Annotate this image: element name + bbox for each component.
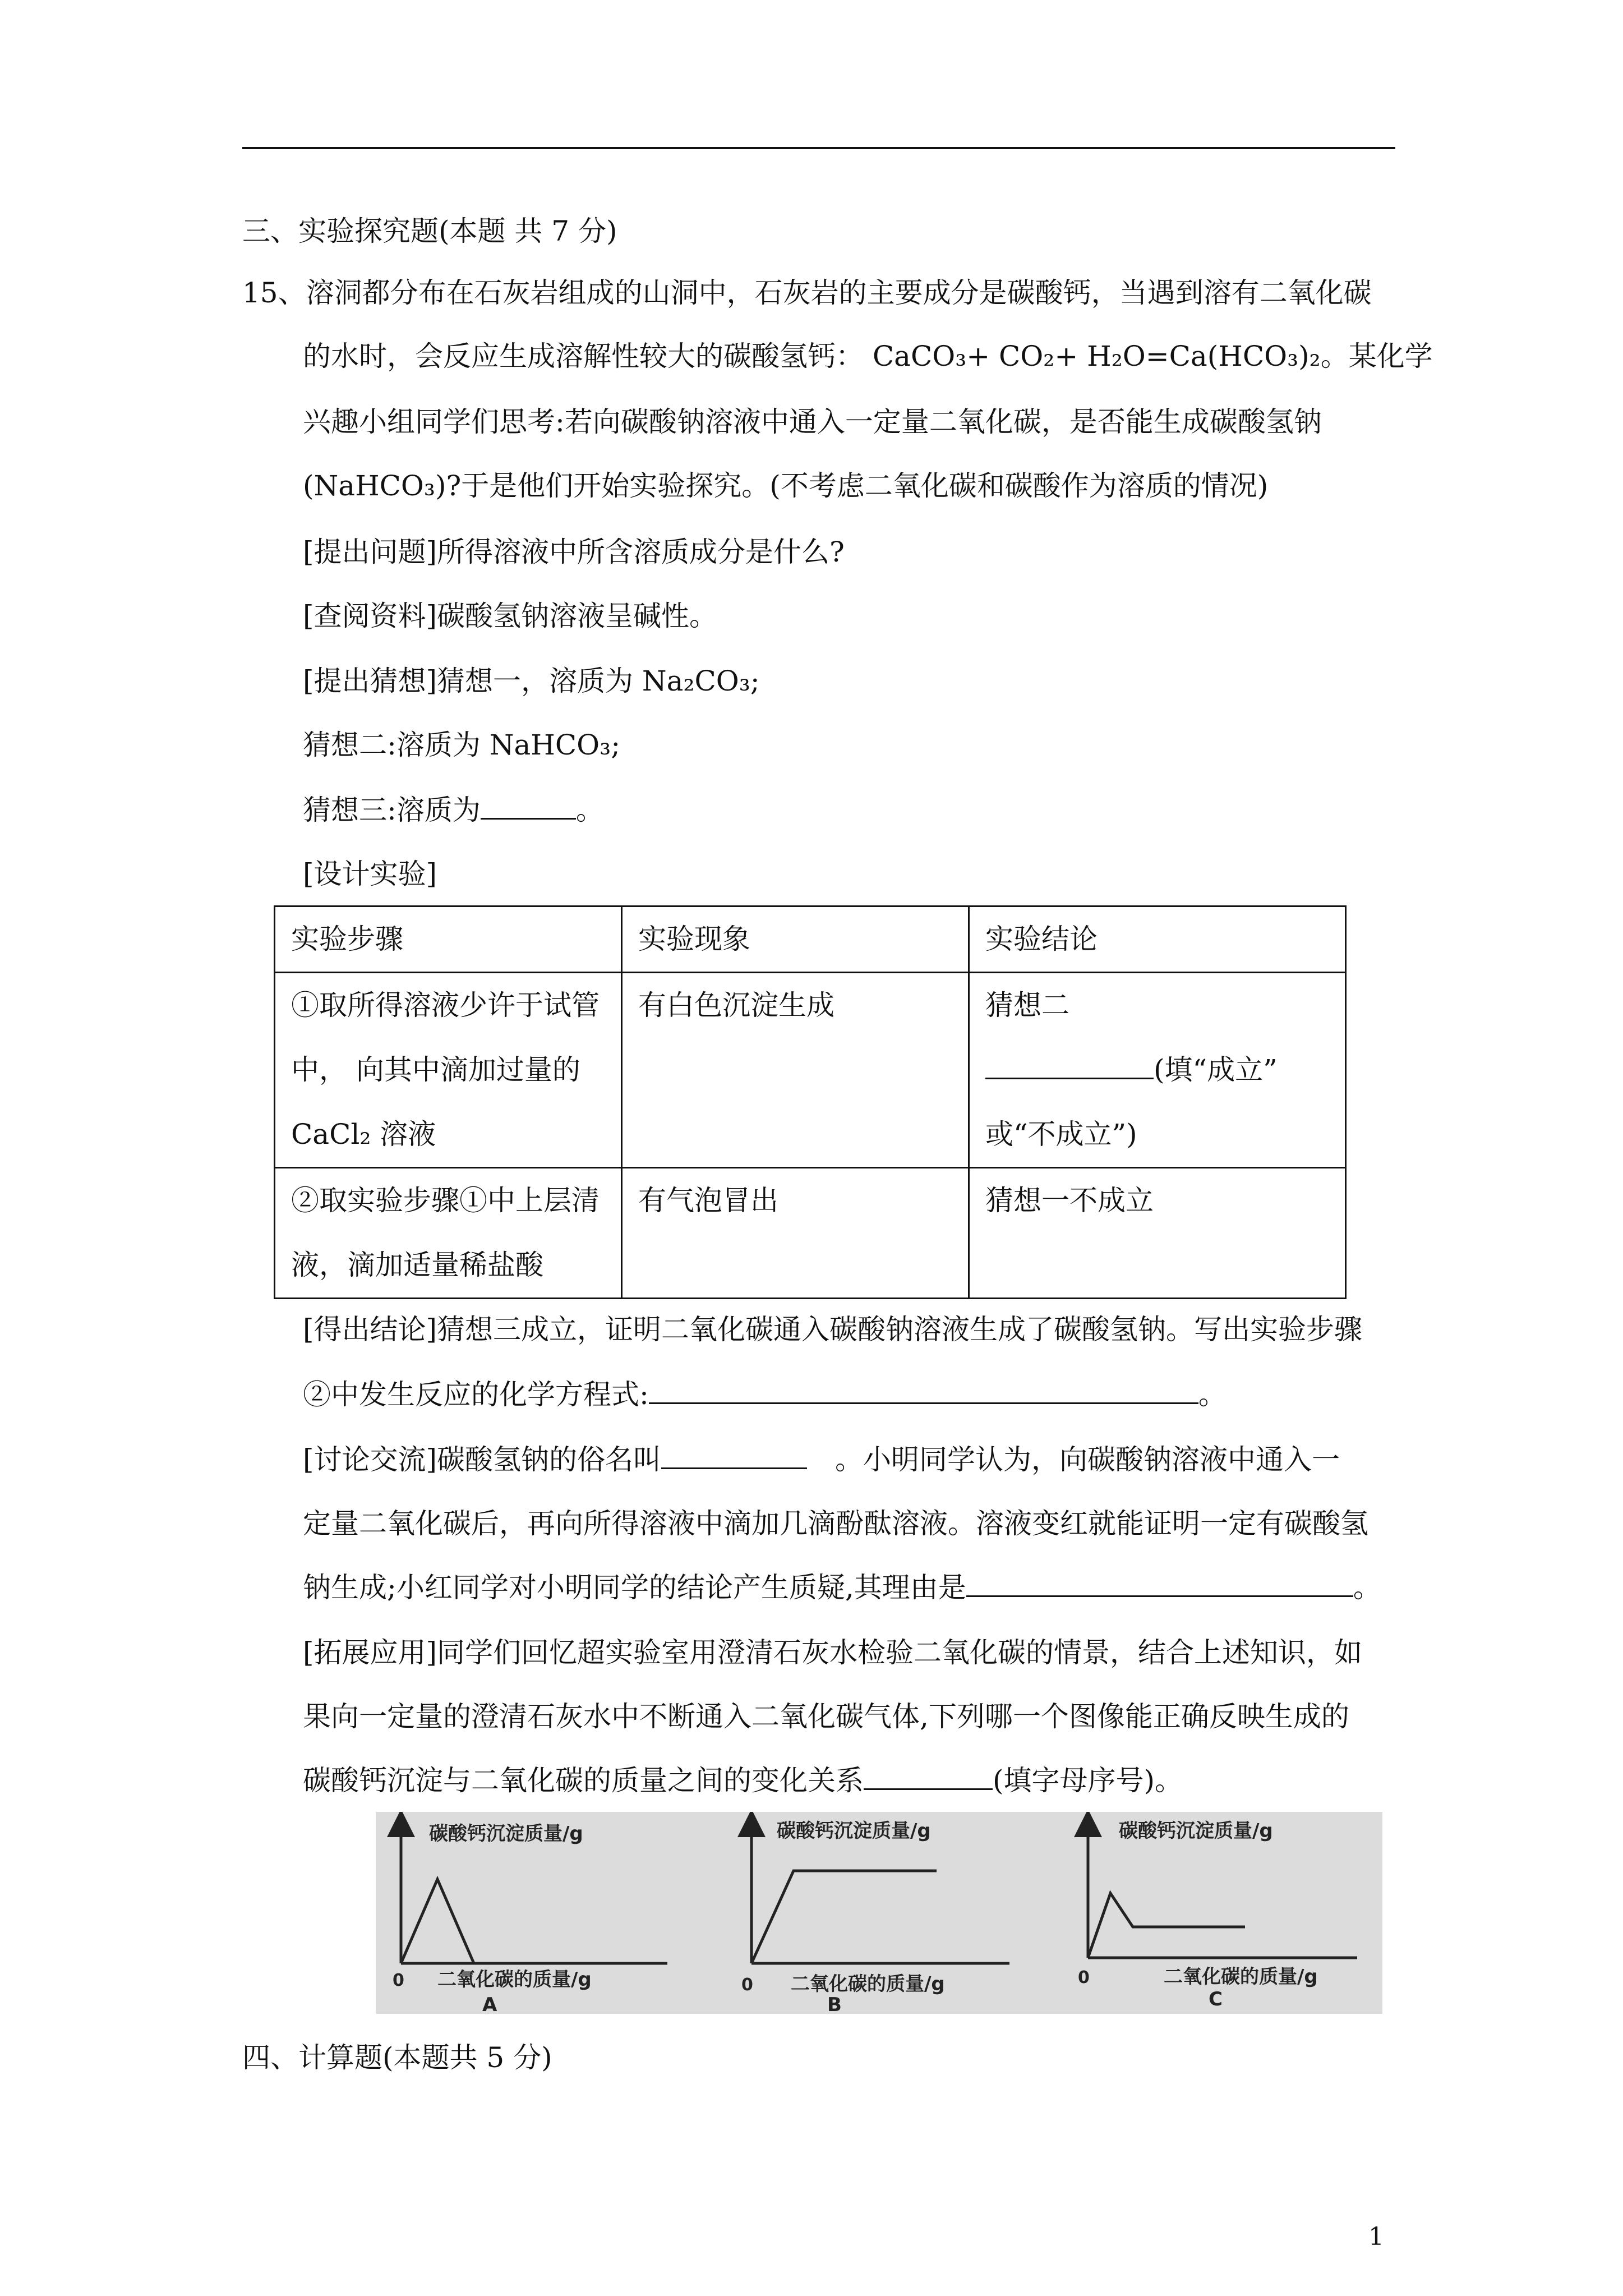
header-phenomenon: 实验现象	[622, 907, 969, 973]
reason-blank[interactable]	[966, 1571, 1353, 1597]
q15-line-2: 的水时，会反应生成溶解性较大的碳酸氢钙： CaCO₃+ CO₂+ H₂O=Ca(HCO₃)₂。某化学	[303, 340, 1433, 372]
q15-line-4: (NaHCO₃)?于是他们开始实验探究。(不考虑二氧化碳和碳酸作为溶质的情况)	[303, 470, 1269, 502]
discussion-line-1: [讨论交流]碳酸氢钠的俗名叫 。小明同学认为，向碳酸钠溶液中通入一	[303, 1443, 1340, 1476]
row2-conclusion: 猜想一不成立	[969, 1168, 1346, 1299]
row2-phenomenon: 有气泡冒出	[622, 1168, 969, 1299]
graph-a-y-label: 碳酸钙沉淀质量/g	[429, 1823, 583, 1845]
page-number: 1	[1368, 2223, 1384, 2251]
conclusion-line-2: ②中发生反应的化学方程式: 。	[303, 1378, 1227, 1411]
q15-line-1: 15、溶洞都分布在石灰岩组成的山洞中，石灰岩的主要成分是碳酸钙，当遇到溶有二氧化碳	[242, 277, 1372, 309]
graph-c[interactable]	[1078, 1820, 1357, 2010]
row1-conclusion: 猜想二 (填“成立” 或“不成立”)	[969, 973, 1346, 1168]
graph-options	[376, 1812, 1382, 2014]
discussion-line-2: 定量二氧化碳后，再向所得溶液中滴加几滴酚酞溶液。溶液变红就能证明一定有碳酸氢	[303, 1507, 1368, 1540]
row1-conclusion-blank[interactable]	[985, 1053, 1154, 1079]
graph-c-curve	[1088, 1893, 1245, 1958]
hypothesis-2: 猜想二:溶质为 NaHCO₃;	[303, 729, 621, 761]
extension-line-3: 碳酸钙沉淀与二氧化碳的质量之间的变化关系 (填字母序号)。	[303, 1764, 1183, 1797]
graph-b-curve	[751, 1871, 937, 1963]
header-step: 实验步骤	[275, 907, 622, 973]
section-4-title: 四、计算题(本题共 5 分)	[242, 2041, 552, 2074]
graph-answer-blank[interactable]	[864, 1764, 993, 1790]
graph-c-x-label: 二氧化碳的质量/g	[1164, 1966, 1318, 1988]
info-label: [查阅资料]碳酸氢钠溶液呈碱性。	[303, 600, 718, 632]
graph-c-letter: C	[1209, 1988, 1223, 2010]
q15-line-3: 兴趣小组同学们思考:若向碳酸钠溶液中通入一定量二氧化碳，是否能生成碳酸氢钠	[303, 406, 1322, 438]
equation-blank[interactable]	[649, 1378, 1198, 1404]
hypothesis-1: [提出猜想]猜想一，溶质为 Na₂CO₃;	[303, 665, 760, 697]
row1-phenomenon: 有白色沉淀生成	[622, 973, 969, 1168]
graph-c-origin: 0	[1078, 1968, 1090, 1987]
graph-b-y-label: 碳酸钙沉淀质量/g	[777, 1820, 931, 1842]
graph-a-curve	[401, 1879, 474, 1963]
graph-a[interactable]	[393, 1823, 667, 2014]
header-rule	[242, 147, 1395, 149]
table-header-row	[275, 907, 1346, 973]
row1-step: ①取所得溶液少许于试管 中， 向其中滴加过量的 CaCl₂ 溶液	[275, 973, 622, 1168]
common-name-blank[interactable]	[661, 1443, 807, 1469]
table-row	[275, 973, 1346, 1168]
graph-b[interactable]	[741, 1820, 1009, 2014]
extension-line-2: 果向一定量的澄清石灰水中不断通入二氧化碳气体,下列哪一个图像能正确反映生成的	[303, 1700, 1349, 1733]
question-label: [提出问题]所得溶液中所含溶质成分是什么?	[303, 536, 845, 568]
hypothesis-3-blank[interactable]	[481, 793, 576, 820]
conclusion-line-1: [得出结论]猜想三成立，证明二氧化碳通入碳酸钠溶液生成了碳酸氢钠。写出实验步骤	[303, 1313, 1363, 1346]
graph-b-x-label: 二氧化碳的质量/g	[791, 1973, 945, 1995]
graph-b-origin: 0	[741, 1975, 753, 1995]
header-conclusion: 实验结论	[969, 907, 1346, 973]
section-3-title: 三、实验探究题(本题 共 7 分)	[242, 215, 617, 247]
table-row	[275, 1168, 1346, 1299]
row2-step: ②取实验步骤①中上层清 液，滴加适量稀盐酸	[275, 1168, 622, 1299]
graph-options-svg	[376, 1812, 1382, 2014]
experiment-table	[274, 905, 1347, 1299]
design-label: [设计实验]	[303, 858, 437, 890]
graph-a-letter: A	[482, 1994, 497, 2014]
graph-a-origin: 0	[393, 1971, 404, 1990]
graph-c-y-label: 碳酸钙沉淀质量/g	[1119, 1820, 1273, 1842]
discussion-line-3: 钠生成;小红同学对小明同学的结论产生质疑,其理由是 。	[303, 1571, 1381, 1604]
hypothesis-3: 猜想三:溶质为 。	[303, 794, 604, 826]
reaction-equation: CaCO₃+ CO₂+ H₂O=Ca(HCO₃)₂	[872, 340, 1321, 372]
extension-line-1: [拓展应用]同学们回忆超实验室用澄清石灰水检验二氧化碳的情景，结合上述知识，如	[303, 1636, 1363, 1669]
graph-b-letter: B	[827, 1994, 842, 2014]
graph-a-x-label: 二氧化碳的质量/g	[437, 1968, 592, 1991]
